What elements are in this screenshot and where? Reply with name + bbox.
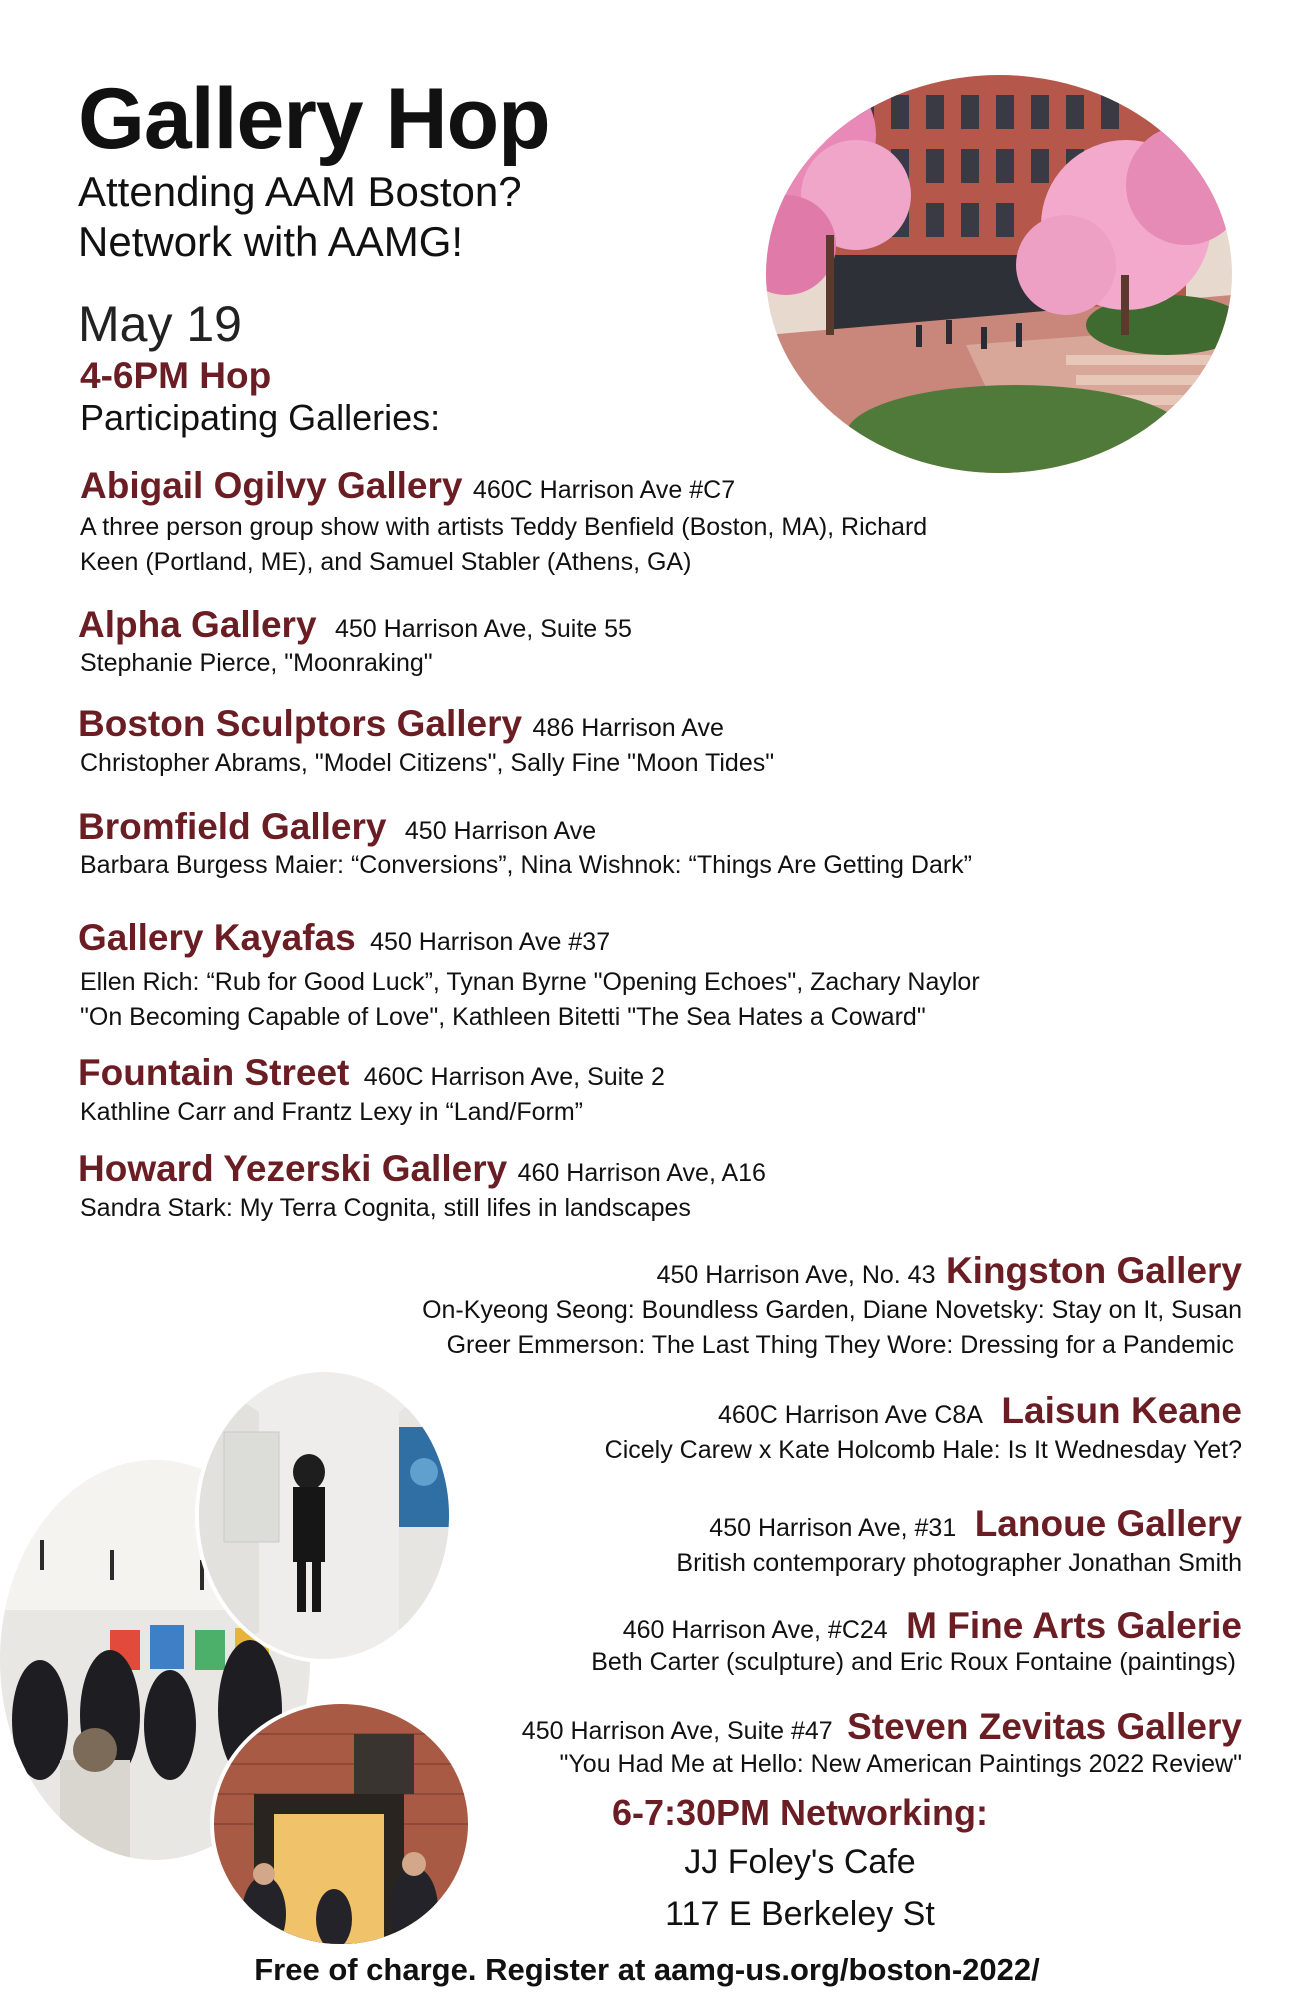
gallery-name: Gallery Kayafas [78, 917, 356, 958]
gallery-name: Bromfield Gallery [78, 806, 387, 847]
gallery-address: 450 Harrison Ave, Suite 55 [334, 615, 632, 643]
gallery-entry-abigail-ogilvy [80, 465, 735, 507]
gallery-description: Keen (Portland, ME), and Samuel Stabler (Athens, GA) [80, 548, 692, 576]
gallery-entry-lanoue [709, 1503, 1242, 1545]
gallery-address: 460 Harrison Ave, #C24 [622, 1616, 888, 1644]
gallery-entry-kingston [657, 1250, 1242, 1292]
hop-time: 4-6PM Hop [80, 355, 272, 396]
gallery-viewer-illustration [199, 1372, 453, 1663]
gallery-description: Barbara Burgess Maier: “Conversions”, Nina Wishnok: “Things Are Getting Dark” [80, 851, 972, 879]
gallery-entry-fountain-street [78, 1052, 665, 1094]
gallery-name: Alpha Gallery [78, 604, 317, 645]
gallery-description: Kathline Carr and Frantz Lexy in “Land/Form” [80, 1098, 583, 1126]
courtyard-illustration [766, 75, 1232, 473]
gallery-name: Fountain Street [78, 1052, 350, 1093]
page-title: Gallery Hop [78, 71, 550, 167]
gallery-name: Steven Zevitas Gallery [847, 1706, 1242, 1747]
networking-venue: JJ Foley's Cafe [684, 1843, 916, 1881]
gallery-address: 460C Harrison Ave #C7 [472, 476, 736, 504]
gallery-address: 460 Harrison Ave, A16 [517, 1159, 766, 1187]
gallery-entry-steven-zevitas [522, 1706, 1242, 1748]
gallery-entry-kayafas [78, 917, 610, 959]
register-link[interactable]: Free of charge. Register at aamg-us.org/boston-2022/ [254, 1952, 1040, 1987]
gallery-description: Sandra Stark: My Terra Cognita, still lifes in landscapes [80, 1194, 691, 1222]
gallery-entrance-illustration [214, 1704, 472, 1948]
gallery-viewer-photo [195, 1368, 453, 1663]
gallery-description: Christopher Abrams, "Model Citizens", Sally Fine "Moon Tides" [80, 749, 775, 777]
gallery-name: Howard Yezerski Gallery [78, 1148, 508, 1189]
gallery-address: 450 Harrison Ave [404, 817, 597, 845]
gallery-name: Lanoue Gallery [974, 1503, 1242, 1544]
gallery-description: British contemporary photographer Jonathan Smith [676, 1549, 1242, 1577]
gallery-entrance-photo [210, 1700, 472, 1948]
courtyard-photo [766, 75, 1232, 473]
gallery-address: 450 Harrison Ave, No. 43 [656, 1261, 936, 1289]
gallery-entry-boston-sculptors [78, 703, 724, 745]
gallery-description: Beth Carter (sculpture) and Eric Roux Fontaine (paintings) [591, 1648, 1236, 1676]
gallery-description: On-Kyeong Seong: Boundless Garden, Diane Novetsky: Stay on It, Susan [422, 1296, 1242, 1324]
subtitle-line-1: Attending AAM Boston? [78, 168, 522, 215]
gallery-address: 450 Harrison Ave, #31 [709, 1514, 957, 1542]
gallery-address: 460C Harrison Ave, Suite 2 [363, 1063, 665, 1091]
networking-street: 117 E Berkeley St [665, 1895, 935, 1933]
gallery-address: 450 Harrison Ave #37 [370, 928, 611, 956]
gallery-entry-alpha [78, 604, 632, 646]
gallery-description: A three person group show with artists Teddy Benfield (Boston, MA), Richard [80, 513, 928, 541]
gallery-description: Greer Emmerson: The Last Thing They Wore: Dressing for a Pandemic [446, 1331, 1234, 1359]
gallery-name: M Fine Arts Galerie [906, 1605, 1242, 1646]
participating-label: Participating Galleries: [80, 397, 441, 438]
gallery-description: "On Becoming Capable of Love", Kathleen Bitetti "The Sea Hates a Coward" [80, 1003, 926, 1031]
event-date: May 19 [78, 296, 242, 352]
gallery-entry-howard-yezerski [78, 1148, 766, 1190]
gallery-entry-bromfield [78, 806, 596, 848]
gallery-name: Laisun Keane [1001, 1390, 1242, 1431]
gallery-name: Abigail Ogilvy Gallery [80, 465, 463, 506]
gallery-address: 486 Harrison Ave [532, 714, 724, 742]
gallery-name: Boston Sculptors Gallery [78, 703, 523, 744]
subtitle-line-2: Network with AAMG! [78, 218, 464, 265]
gallery-address: 450 Harrison Ave, Suite #47 [521, 1717, 833, 1745]
gallery-description: Ellen Rich: “Rub for Good Luck”, Tynan Byrne "Opening Echoes", Zachary Naylor [80, 968, 980, 996]
gallery-entry-laisun-keane [718, 1390, 1242, 1432]
networking-heading: 6-7:30PM Networking: [611, 1792, 989, 1833]
gallery-address: 460C Harrison Ave C8A [718, 1401, 983, 1429]
gallery-entry-m-fine-arts [623, 1605, 1242, 1647]
gallery-description: "You Had Me at Hello: New American Paintings 2022 Review" [559, 1750, 1242, 1778]
gallery-name: Kingston Gallery [945, 1250, 1242, 1291]
gallery-description: Stephanie Pierce, "Moonraking" [80, 649, 433, 677]
gallery-description: Cicely Carew x Kate Holcomb Hale: Is It Wednesday Yet? [604, 1436, 1242, 1464]
